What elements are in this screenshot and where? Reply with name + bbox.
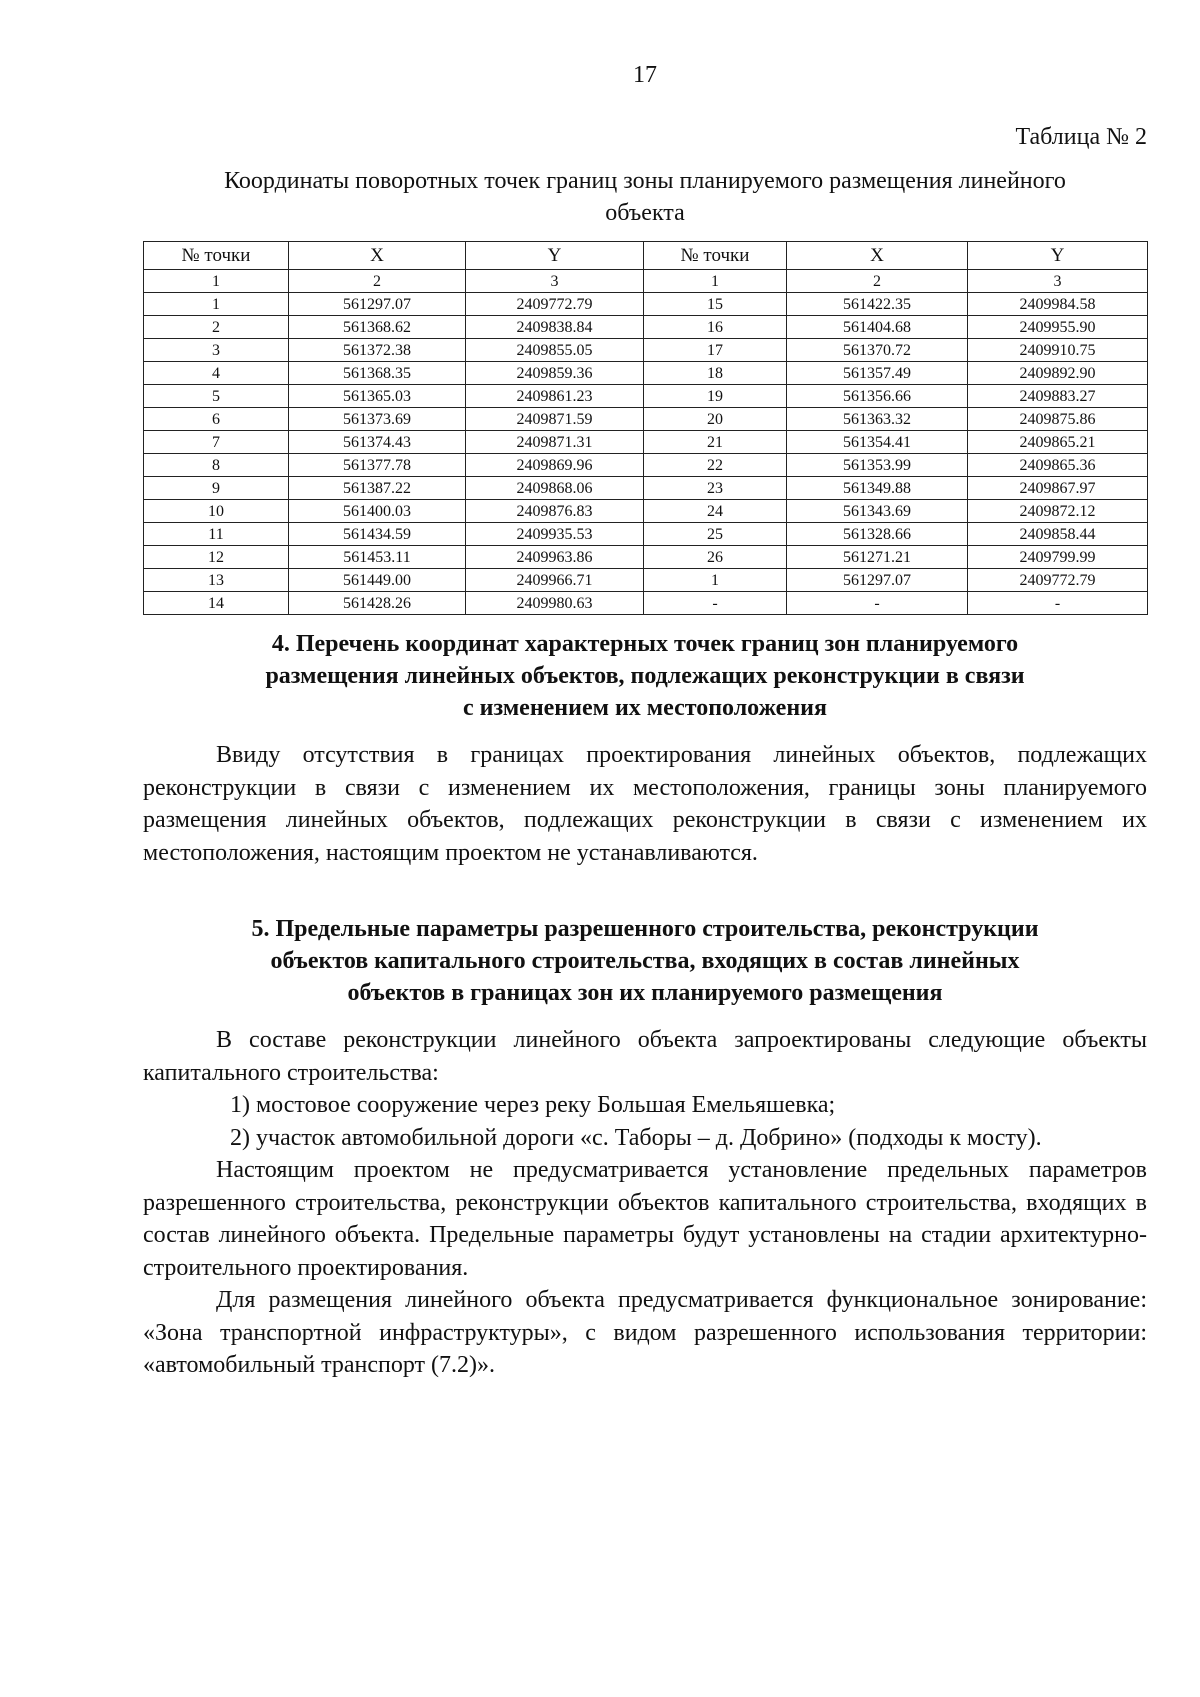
table-cell: 20 xyxy=(644,408,787,431)
table-cell: - xyxy=(787,592,968,615)
table-cell: 561373.69 xyxy=(289,408,466,431)
table-cell: 2409871.31 xyxy=(466,431,644,454)
table-cell: 561374.43 xyxy=(289,431,466,454)
table-cell: 22 xyxy=(644,454,787,477)
section-5-paragraph: Настоящим проектом не предусматривается установление предельных параметров разрешенного строительства, реконструкции объектов капитального строительства, входящих в состав линейного объекта. Предельные параметры будут установлены на стадии архитектурно-строительного проектирования. xyxy=(143,1157,1147,1281)
list-item: 1) мостовое сооружение через реку Большая Емельяшевка; xyxy=(230,1092,836,1118)
column-number: 1 xyxy=(644,270,787,293)
table-caption-line: Координаты поворотных точек границ зоны планируемого размещения линейного xyxy=(224,168,1066,194)
table-cell: 7 xyxy=(144,431,289,454)
table-cell: 561453.11 xyxy=(289,546,466,569)
header-x: X xyxy=(289,242,466,270)
table-cell: 561372.38 xyxy=(289,339,466,362)
table-body xyxy=(144,270,1148,615)
table-cell: 18 xyxy=(644,362,787,385)
table-caption-line: объекта xyxy=(605,200,685,226)
table-cell: 2409859.36 xyxy=(466,362,644,385)
table-cell: 561387.22 xyxy=(289,477,466,500)
header-y: Y xyxy=(466,242,644,270)
table-cell: 2409838.84 xyxy=(466,316,644,339)
table-cell: 2409858.44 xyxy=(968,523,1148,546)
coordinates-table xyxy=(143,241,1148,615)
table-cell: 6 xyxy=(144,408,289,431)
table-cell: 561434.59 xyxy=(289,523,466,546)
table-row xyxy=(144,500,1148,523)
table-cell: 9 xyxy=(144,477,289,500)
table-row xyxy=(144,477,1148,500)
table-cell: 2409955.90 xyxy=(968,316,1148,339)
table-row xyxy=(144,431,1148,454)
table-cell: 561422.35 xyxy=(787,293,968,316)
table-cell: 8 xyxy=(144,454,289,477)
table-cell: 2409868.06 xyxy=(466,477,644,500)
table-cell: 561343.69 xyxy=(787,500,968,523)
table-cell: 561449.00 xyxy=(289,569,466,592)
table-row xyxy=(144,316,1148,339)
table-cell: 561356.66 xyxy=(787,385,968,408)
table-cell: 14 xyxy=(144,592,289,615)
table-cell: 2409980.63 xyxy=(466,592,644,615)
table-cell: 2409876.83 xyxy=(466,500,644,523)
table-cell: 561363.32 xyxy=(787,408,968,431)
table-cell: 23 xyxy=(644,477,787,500)
section-4 xyxy=(143,628,1147,869)
table-cell: 561354.41 xyxy=(787,431,968,454)
table-cell: 10 xyxy=(144,500,289,523)
table-cell: 2409799.99 xyxy=(968,546,1148,569)
table-cell: 561353.99 xyxy=(787,454,968,477)
table-cell: 4 xyxy=(144,362,289,385)
table-cell: 17 xyxy=(644,339,787,362)
table-cell: 2409935.53 xyxy=(466,523,644,546)
table-cell: 1 xyxy=(644,569,787,592)
table-cell: 561400.03 xyxy=(289,500,466,523)
table-cell: 19 xyxy=(644,385,787,408)
table-cell: 561428.26 xyxy=(289,592,466,615)
table-cell: 2409892.90 xyxy=(968,362,1148,385)
section-5-intro: В составе реконструкции линейного объекта запроектированы следующие объекты капитального строительства: xyxy=(143,1027,1147,1086)
section-5 xyxy=(143,913,1147,1382)
table-cell: - xyxy=(968,592,1148,615)
table-row xyxy=(144,546,1148,569)
table-caption xyxy=(143,165,1147,229)
table-cell: 2409872.12 xyxy=(968,500,1148,523)
table-header-row xyxy=(144,242,1148,270)
table-row xyxy=(144,362,1148,385)
table-cell: 561370.72 xyxy=(787,339,968,362)
table-cell: 561297.07 xyxy=(289,293,466,316)
heading-line: объектов капитального строительства, входящих в состав линейных xyxy=(270,948,1020,974)
table-row xyxy=(144,454,1148,477)
column-number: 2 xyxy=(787,270,968,293)
table-cell: 2409865.21 xyxy=(968,431,1148,454)
page-number: 17 xyxy=(633,62,657,88)
table-cell: 25 xyxy=(644,523,787,546)
table-cell: 2409867.97 xyxy=(968,477,1148,500)
table-cell: 13 xyxy=(144,569,289,592)
heading-line: объектов в границах зон их планируемого размещения xyxy=(347,980,943,1006)
table-cell: 561349.88 xyxy=(787,477,968,500)
table-cell: 2409883.27 xyxy=(968,385,1148,408)
table-cell: 2409865.36 xyxy=(968,454,1148,477)
section-5-paragraph: Для размещения линейного объекта предусматривается функциональное зонирование: «Зона транспортной инфраструктуры», с видом разрешенного использования территории: «автомобильный транспорт (7.2)». xyxy=(143,1287,1147,1378)
column-number: 3 xyxy=(968,270,1148,293)
table-row xyxy=(144,592,1148,615)
table-cell: 2409869.96 xyxy=(466,454,644,477)
header-x: X xyxy=(787,242,968,270)
table-row xyxy=(144,569,1148,592)
table-cell: 561377.78 xyxy=(289,454,466,477)
table-cell: 2409875.86 xyxy=(968,408,1148,431)
header-y: Y xyxy=(968,242,1148,270)
table-cell: 2409984.58 xyxy=(968,293,1148,316)
table-cell: 2409871.59 xyxy=(466,408,644,431)
table-row xyxy=(144,339,1148,362)
table-cell: 21 xyxy=(644,431,787,454)
heading-line: с изменением их местоположения xyxy=(463,695,827,721)
table-cell: 15 xyxy=(644,293,787,316)
table-cell: 26 xyxy=(644,546,787,569)
table-cell: 11 xyxy=(144,523,289,546)
table-cell: 16 xyxy=(644,316,787,339)
table-cell: 2409772.79 xyxy=(466,293,644,316)
table-row xyxy=(144,293,1148,316)
header-point-number: № точки xyxy=(644,242,787,270)
heading-line: 5. Предельные параметры разрешенного строительства, реконструкции xyxy=(251,916,1039,942)
header-point-number: № точки xyxy=(144,242,289,270)
table-cell: 24 xyxy=(644,500,787,523)
table-cell: 2409772.79 xyxy=(968,569,1148,592)
table-cell: 561368.35 xyxy=(289,362,466,385)
column-number-row xyxy=(144,270,1148,293)
table-cell: 561297.07 xyxy=(787,569,968,592)
table-cell: 561357.49 xyxy=(787,362,968,385)
table-cell: 2409855.05 xyxy=(466,339,644,362)
table-cell: 561368.62 xyxy=(289,316,466,339)
table-label: Таблица № 2 xyxy=(1015,124,1147,150)
table-cell: 2409910.75 xyxy=(968,339,1148,362)
section-4-paragraph: Ввиду отсутствия в границах проектирования линейных объектов, подлежащих реконструкции в связи с изменением их местоположения, границы зоны планируемого размещения линейных объектов, подлежащих реконструкции в связи с изменением их местоположения, настоящим проектом не устанавливаются. xyxy=(143,742,1147,866)
table-cell: 2409861.23 xyxy=(466,385,644,408)
table-cell: 561328.66 xyxy=(787,523,968,546)
table-cell: 2409963.86 xyxy=(466,546,644,569)
table-cell: 561271.21 xyxy=(787,546,968,569)
table-cell: 561365.03 xyxy=(289,385,466,408)
table-row xyxy=(144,523,1148,546)
column-number: 3 xyxy=(466,270,644,293)
heading-line: размещения линейных объектов, подлежащих реконструкции в связи xyxy=(265,663,1025,689)
table-cell: 3 xyxy=(144,339,289,362)
table-row xyxy=(144,408,1148,431)
table-cell: 1 xyxy=(144,293,289,316)
table-cell: 12 xyxy=(144,546,289,569)
table-cell: 2 xyxy=(144,316,289,339)
table-cell: 5 xyxy=(144,385,289,408)
heading-line: 4. Перечень координат характерных точек границ зон планируемого xyxy=(271,631,1019,657)
column-number: 2 xyxy=(289,270,466,293)
table-row xyxy=(144,385,1148,408)
table-cell: - xyxy=(644,592,787,615)
list-item: 2) участок автомобильной дороги «с. Таборы – д. Добрино» (подходы к мосту). xyxy=(230,1124,1042,1151)
section-5-heading xyxy=(143,913,1147,1009)
section-4-heading xyxy=(143,628,1147,724)
table-cell: 2409966.71 xyxy=(466,569,644,592)
table-cell: 561404.68 xyxy=(787,316,968,339)
column-number: 1 xyxy=(144,270,289,293)
